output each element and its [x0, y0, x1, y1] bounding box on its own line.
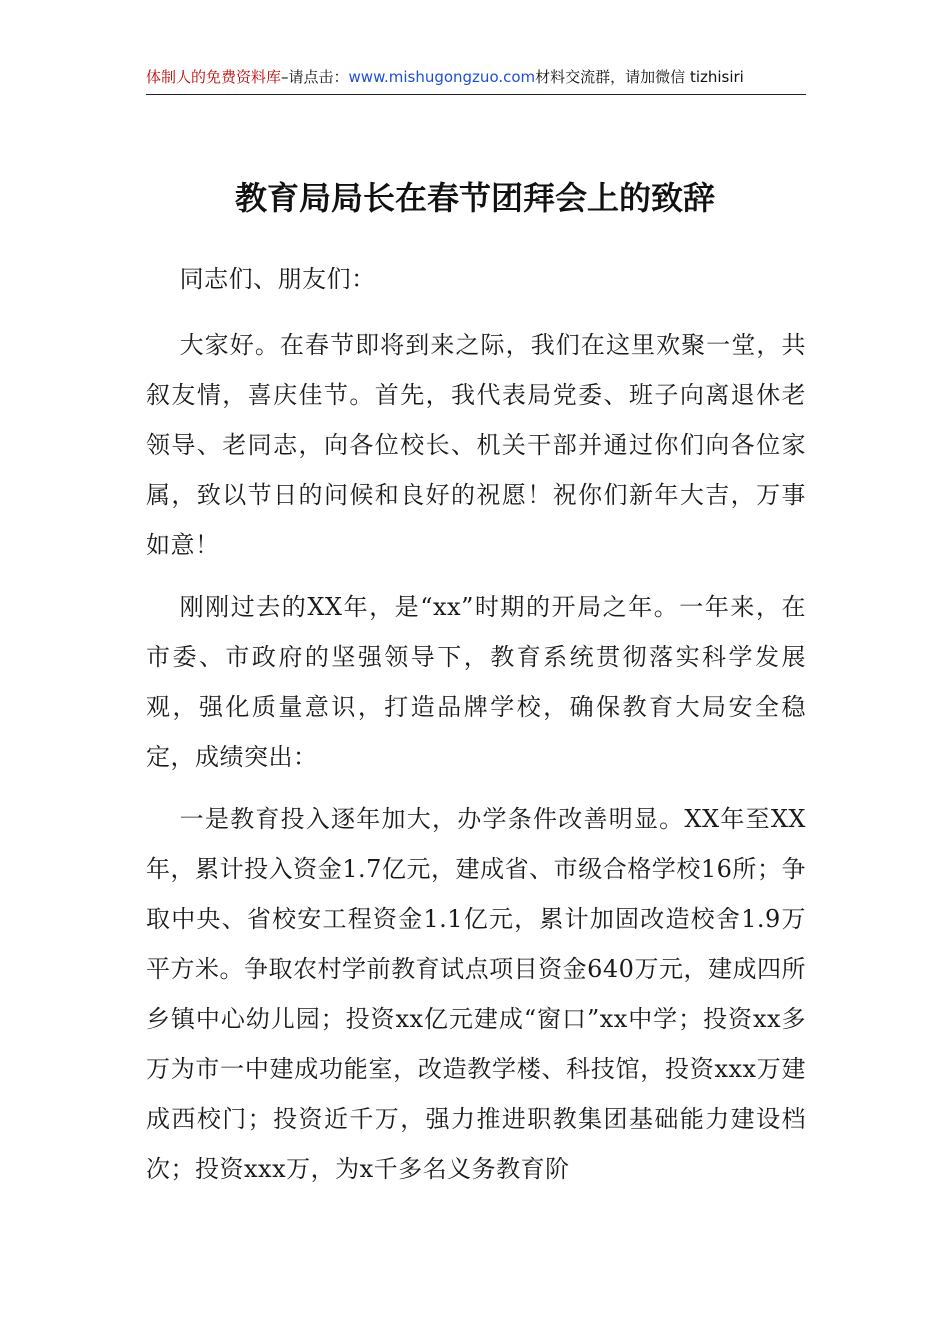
wechat-note: 材料交流群，请加微信 tizhisiri: [535, 68, 744, 86]
site-header-banner: [146, 66, 806, 95]
paragraph-greeting: 大家好。在春节即将到来之际，我们在这里欢聚一堂，共叙友情，喜庆佳节。首先，我代表局党委、班子向离退休老领导、老同志，向各位校长、机关干部并通过你们向各位家属，致以节日的问候和良好的祝愿！祝你们新年大吉，万事如意！: [146, 331, 806, 559]
document-title: 教育局局长在春节团拜会上的致辞: [234, 179, 715, 217]
website-link[interactable]: www.mishugongzuo.com: [348, 68, 536, 86]
paragraph-investment: 一是教育投入逐年加大，办学条件改善明显。XX年至XX年，累计投入资金1.7亿元，建成省、市级合格学校16所；争取中央、省校安工程资金1.1亿元，累计加固改造校舍1.9万平方米。争取农村学前教育试点项目资金640万元，建成四所乡镇中心幼儿园；投资xx亿元建成“窗口”xx中学；投资xx多万为市一中建成功能室，改造教学楼、科技馆，投资xxx万建成西校门；投资近千万，强力推进职教集团基础能力建设档次；投资xxx万，为x千多名义务教育阶: [146, 805, 806, 1183]
salutation: 同志们、朋友们：: [179, 265, 376, 293]
brand-text: 体制人的免费资料库: [146, 68, 282, 86]
click-prompt: –请点击：: [281, 68, 349, 86]
document-body: [146, 254, 806, 1206]
paragraph-review: 刚刚过去的XX年，是“xx”时期的开局之年。一年来，在市委、市政府的坚强领导下，教育系统贯彻落实科学发展观，强化质量意识，打造品牌学校，确保教育大局安全稳定，成绩突出：: [146, 593, 806, 771]
